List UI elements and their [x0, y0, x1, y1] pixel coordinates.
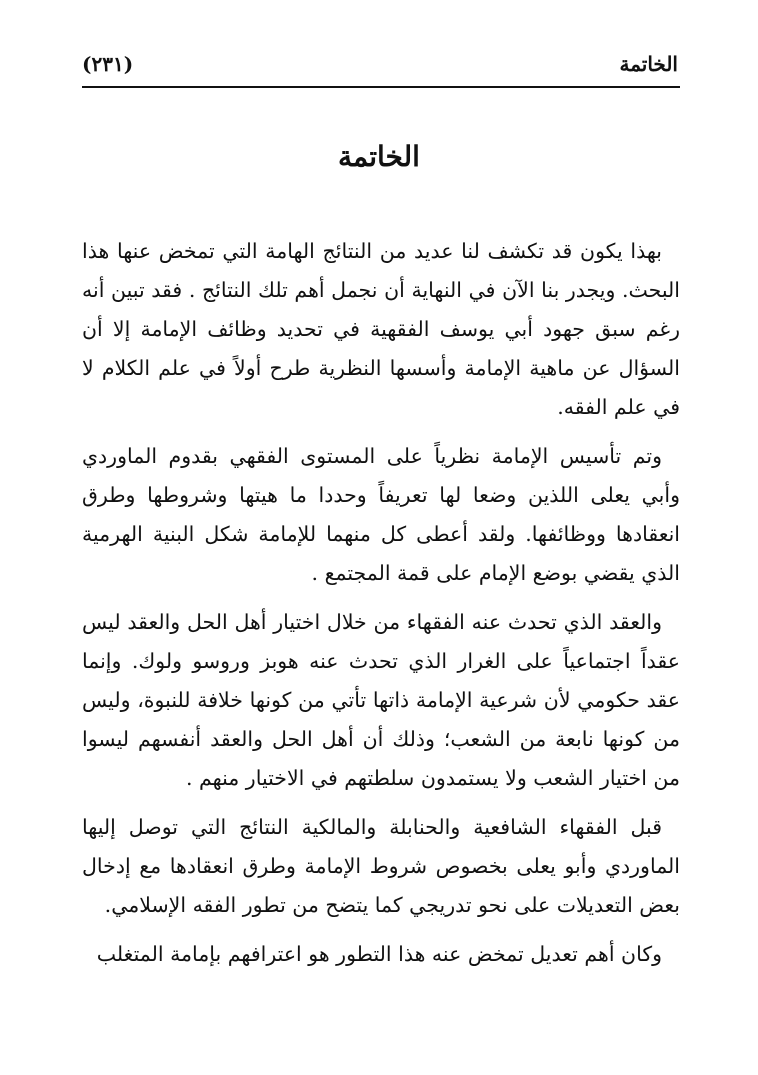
paragraph: بهذا يكون قد تكشف لنا عديد من النتائج الهامة التي تمخض عنها هذا البحث. ويجدر بنا الآن في النهاية أن نجمل أهم تلك النتائج . فقد تبين أنه رغم سبق جهود أبي يوسف الفقهية في تحديد وظائف الإمامة إلا أن السؤال عن ماهية الإمامة وأسسها النظرية طرح أولاً في علم الكلام لا في علم الفقه.: [82, 239, 680, 419]
running-header: [82, 46, 680, 88]
paragraph: والعقد الذي تحدث عنه الفقهاء من خلال اختيار أهل الحل والعقد ليس عقداً اجتماعياً على الغرار الذي تحدث عنه هوبز وروسو ولوك. وإنما عقد حكومي لأن شرعية الإمامة ذاتها تأتي من كونها خلافة للنبوة، وليس من كونها نابعة من الشعب؛ وذلك أن أهل الحل والعقد أنفسهم ليسوا من اختيار الشعب ولا يستمدون سلطتهم في الاختيار منهم .: [82, 610, 680, 790]
paragraph: وتم تأسيس الإمامة نظرياً على المستوى الفقهي بقدوم الماوردي وأبي يعلى اللذين وضعا لها تعريفاً وحددا ما هيتها وشروطها وطرق انعقادها ووظائفها. ولقد أعطى كل منهما للإمامة شكل البنية الهرمية الذي يقضي بوضع الإمام على قمة المجتمع .: [82, 444, 680, 585]
paragraph: قبل الفقهاء الشافعية والحنابلة والمالكية النتائج التي توصل إليها الماوردي وأبو يعلى بخصوص شروط الإمامة وطرق انعقادها مع إدخال بعض التعديلات على نحو تدريجي كما يتضح من تطور الفقه الإسلامي.: [82, 815, 680, 917]
chapter-title: الخاتمة: [338, 140, 420, 173]
paragraph: وكان أهم تعديل تمخض عنه هذا التطور هو اعترافهم بإمامة المتغلب: [96, 942, 662, 966]
page-number: (٢٣١): [82, 52, 134, 76]
body-text: [82, 232, 680, 984]
running-title: الخاتمة: [619, 52, 678, 76]
